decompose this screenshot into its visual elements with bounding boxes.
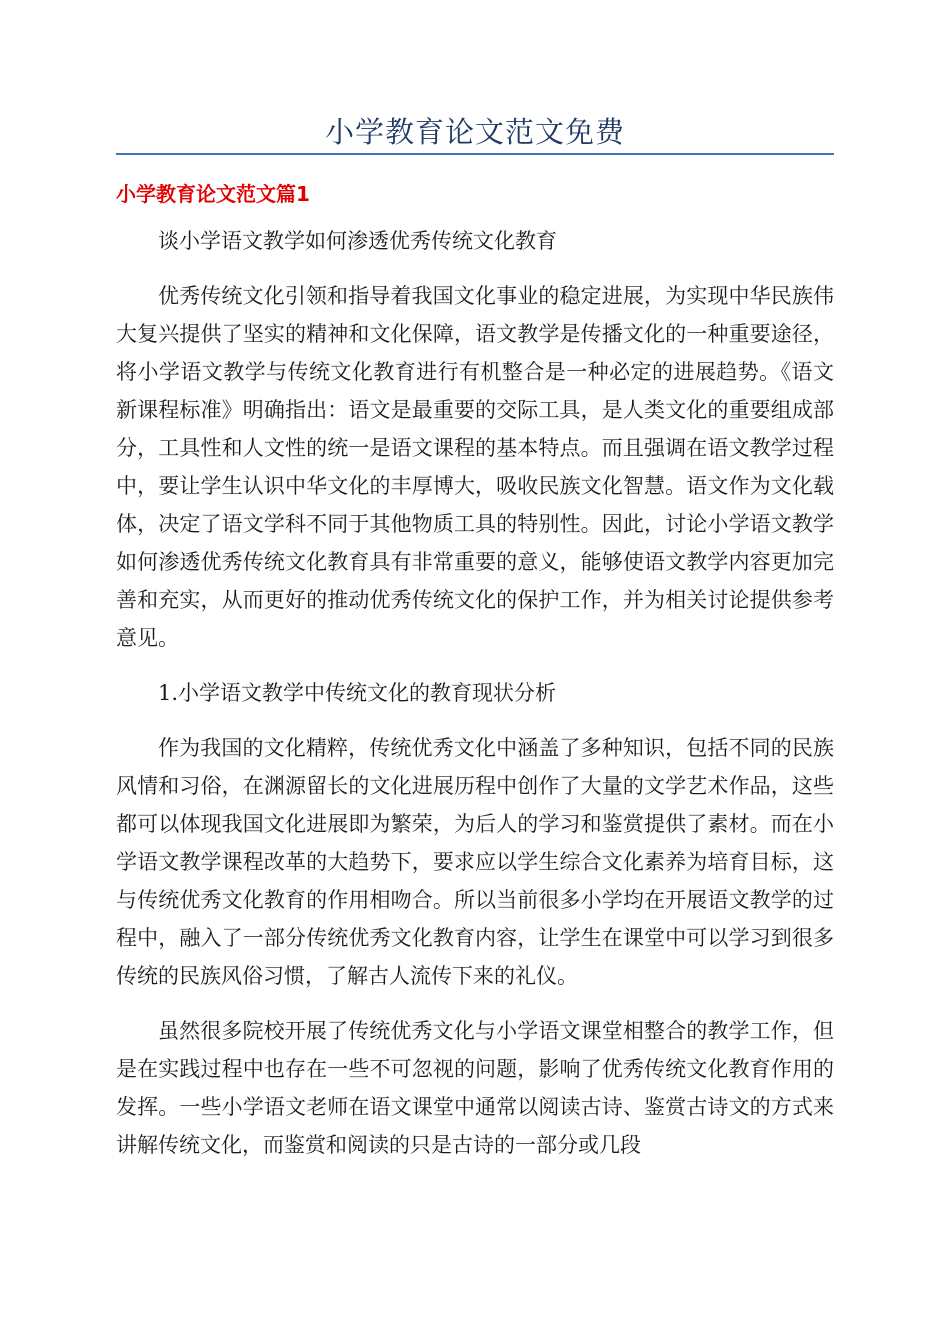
document-title: 小学教育论文范文免费 [324, 115, 625, 149]
body-paragraph: 优秀传统文化引领和指导着我国文化事业的稳定进展，为实现中华民族伟大复兴提供了坚实的精神和文化保障，语文教学是传播文化的一种重要途径，将小学语文教学与传统文化教育进行有机整合是一种必定的进展趋势。《语文新课程标准》明确指出：语文是最重要的交际工具，是人类文化的重要组成部分，工具性和人文性的统一是语文课程的基本特点。而且强调在语文教学过程中，要让学生认识中华文化的丰厚博大，吸收民族文化智慧。语文作为文化载体，决定了语文学科不同于其他物质工具的特别性。因此，讨论小学语文教学如何渗透优秀传统文化教育具有非常重要的意义，能够使语文教学内容更加完善和充实，从而更好的推动优秀传统文化的保护工作，并为相关讨论提供参考意见。 [116, 284, 834, 650]
body-paragraph: 作为我国的文化精粹，传统优秀文化中涵盖了多种知识，包括不同的民族风情和习俗，在渊源留长的文化进展历程中创作了大量的文学艺术作品，这些都可以体现我国文化进展即为繁荣，为后人的学习和鉴赏提供了素材。而在小学语文教学课程改革的大趋势下，要求应以学生综合文化素养为培育目标，这与传统优秀文化教育的作用相吻合。所以当前很多小学均在开展语文教学的过程中，融入了一部分传统优秀文化教育内容，让学生在课堂中可以学习到很多传统的民族风俗习惯，了解古人流传下来的礼仪。 [116, 736, 834, 988]
document-body [116, 222, 834, 1181]
subsection-heading: 1.小学语文教学中传统文化的教育现状分析 [158, 681, 557, 705]
title-divider [116, 153, 834, 155]
section-heading: 小学教育论文范文篇1 [116, 182, 310, 206]
body-paragraph: 虽然很多院校开展了传统优秀文化与小学语文课堂相整合的教学工作，但是在实践过程中也存在一些不可忽视的问题，影响了优秀传统文化教育作用的发挥。一些小学语文老师在语文课堂中通常以阅读古诗、鉴赏古诗文的方式来讲解传统文化，而鉴赏和阅读的只是古诗的一部分或几段 [116, 1019, 834, 1157]
subtitle-paragraph: 谈小学语文教学如何渗透优秀传统文化教育 [158, 229, 557, 253]
